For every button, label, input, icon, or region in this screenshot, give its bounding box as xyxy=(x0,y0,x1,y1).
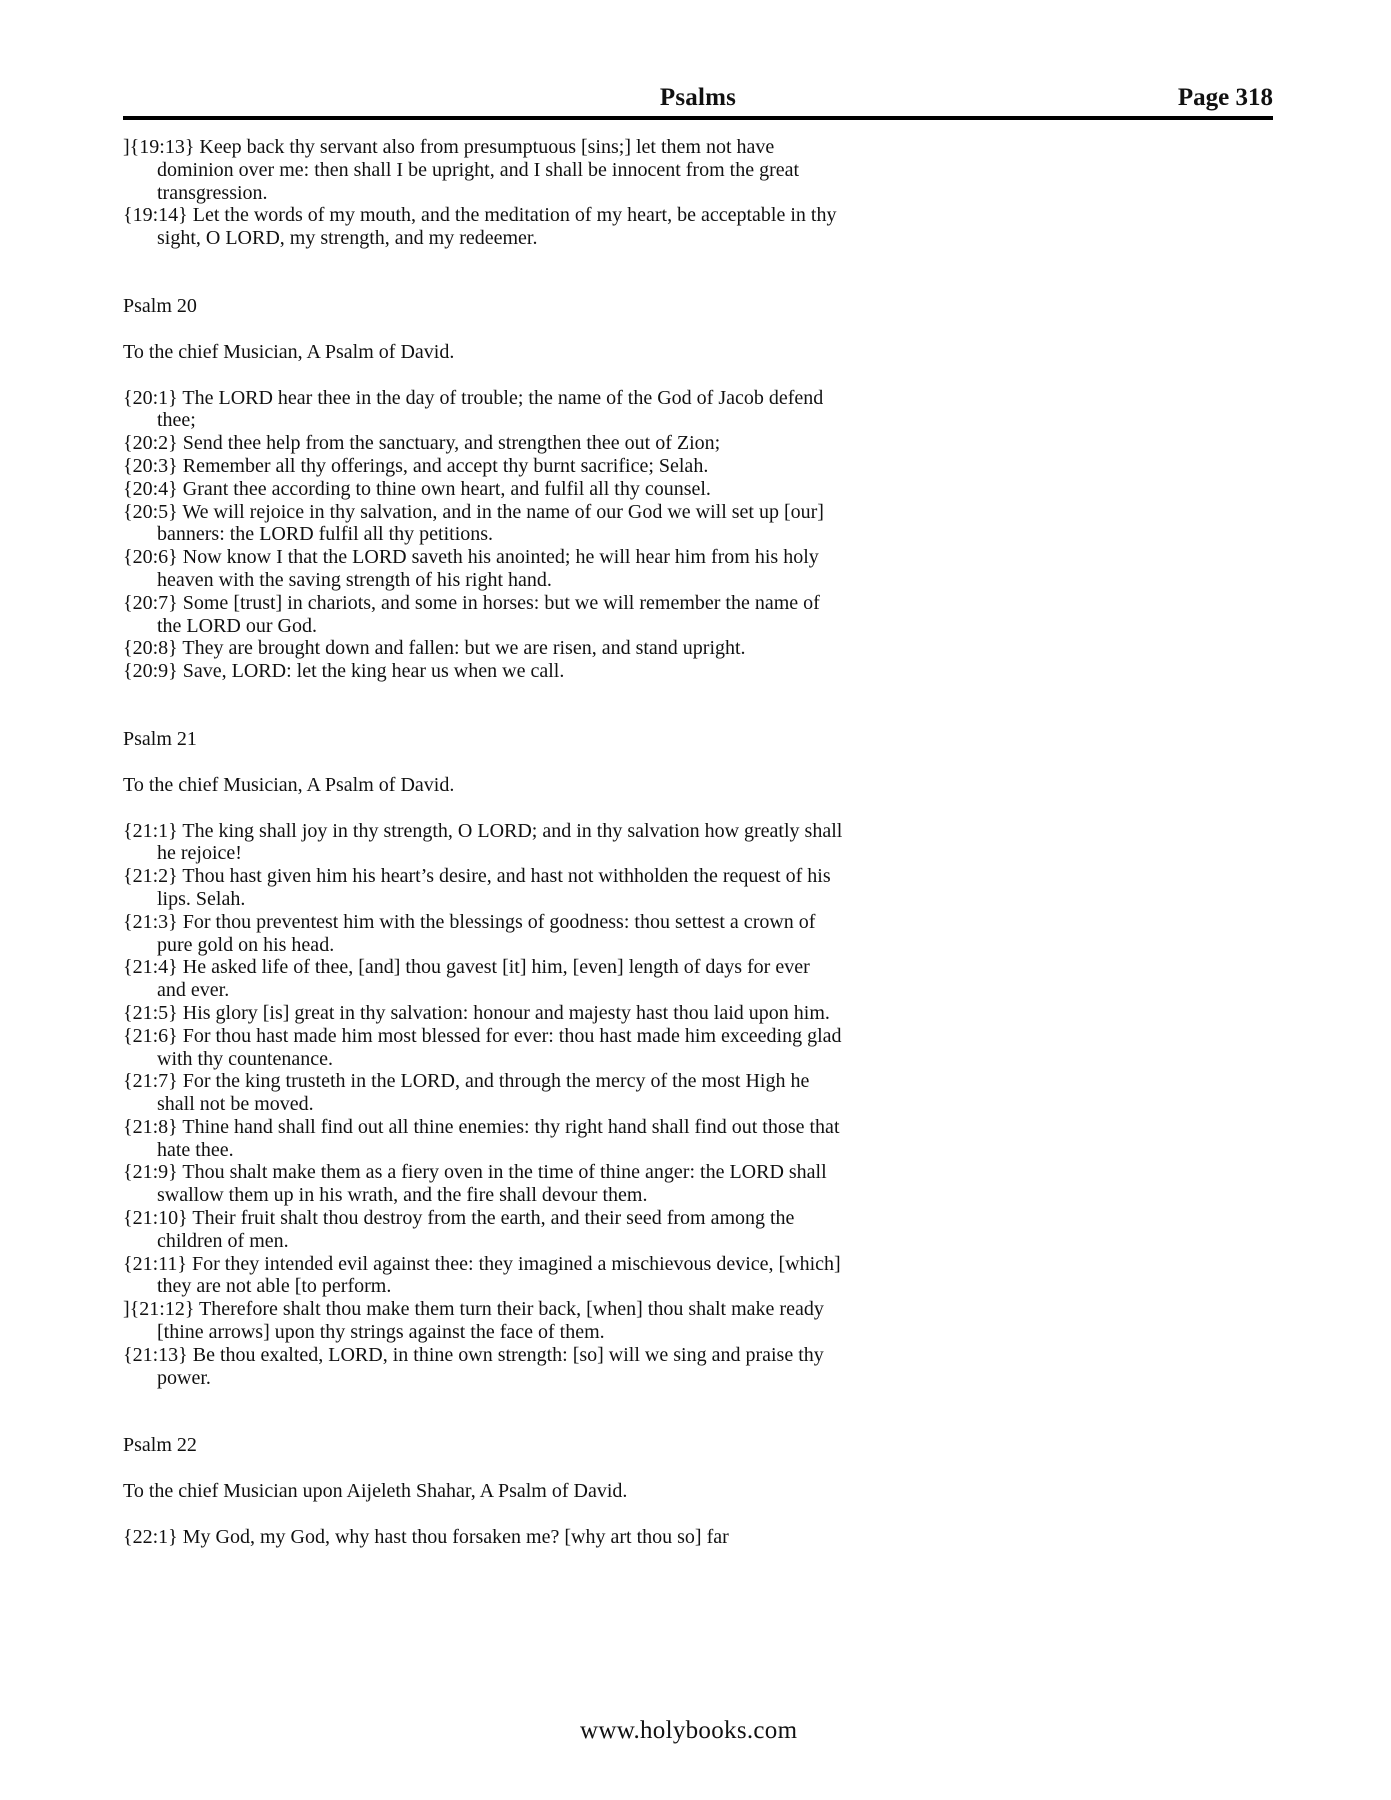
verse-19-14: {19:14} Let the words of my mouth, and the meditation of my heart, be acceptable in thy sight, O LORD, my strength, and my redeemer. xyxy=(123,204,837,250)
verse-21-4: {21:4} He asked life of thee, [and] thou gavest [it] him, [even] length of days for ever and ever. xyxy=(123,956,810,1002)
verse-21-6: {21:6} For thou hast made him most blessed for ever: thou hast made him exceeding glad with thy countenance. xyxy=(123,1024,842,1070)
verse-21-13: {21:13} Be thou exalted, LORD, in thine own strength: [so] will we sing and praise thy power. xyxy=(123,1343,824,1389)
verse-21-7: {21:7} For the king trusteth in the LORD, and through the mercy of the most High he shall not be moved. xyxy=(123,1070,810,1116)
page-header xyxy=(123,84,1273,120)
verse-21-3: {21:3} For thou preventest him with the blessings of goodness: thou settest a crown of pure gold on his head. xyxy=(123,910,816,956)
verse-20-3: {20:3} Remember all thy offerings, and accept thy burnt sacrifice; Selah. xyxy=(123,454,709,477)
verse-21-2: {21:2} Thou hast given him his heart’s desire, and hast not withholden the request of his lips. Selah. xyxy=(123,865,831,910)
verse-19-13: ]{19:13} Keep back thy servant also from presumptuous [sins;] let them not have dominion over me: then shall I be upright, and I shall be innocent from the great transgression. xyxy=(123,136,800,204)
psalm-20-superscription: To the chief Musician, A Psalm of David. xyxy=(123,340,455,363)
verse-21-12: ]{21:12} Therefore shalt thou make them turn their back, [when] thou shalt make ready [thine arrows] upon thy strings against the face of them. xyxy=(123,1298,824,1344)
verse-20-2: {20:2} Send thee help from the sanctuary, and strengthen thee out of Zion; xyxy=(123,432,721,455)
verse-20-5: {20:5} We will rejoice in thy salvation, and in the name of our God we will set up [our] banners: the LORD fulfil all thy petitions. xyxy=(123,500,824,546)
verse-20-1: {20:1} The LORD hear thee in the day of trouble; the name of the God of Jacob defend thee; xyxy=(123,386,824,432)
verse-20-6: {20:6} Now know I that the LORD saveth his anointed; he will hear him from his holy heaven with the saving strength of his right hand. xyxy=(123,546,819,591)
psalm-22-heading: Psalm 22 xyxy=(123,1434,197,1457)
footer-url[interactable]: www.holybooks.com xyxy=(580,1717,798,1744)
psalm-21-heading: Psalm 21 xyxy=(123,727,197,750)
verse-21-11: {21:11} For they intended evil against thee: they imagined a mischievous device, [which] they are not able [to perform. xyxy=(123,1252,841,1298)
psalm-20-heading: Psalm 20 xyxy=(123,294,197,317)
verse-21-1: {21:1} The king shall joy in thy strength, O LORD; and in thy salvation how greatly shall he rejoice! xyxy=(123,819,843,865)
verse-21-9: {21:9} Thou shalt make them as a fiery oven in the time of thine anger: the LORD shall swallow them up in his wrath, and the fire shall devour them. xyxy=(123,1161,827,1207)
page-content xyxy=(123,136,843,1549)
verse-21-10: {21:10} Their fruit shalt thou destroy from the earth, and their seed from among the children of men. xyxy=(123,1207,795,1252)
psalm-22-superscription: To the chief Musician upon Aijeleth Shahar, A Psalm of David. xyxy=(123,1480,628,1503)
verse-21-5: {21:5} His glory [is] great in thy salvation: honour and majesty hast thou laid upon him. xyxy=(123,1001,830,1024)
verse-20-7: {20:7} Some [trust] in chariots, and some in horses: but we will remember the name of the LORD our God. xyxy=(123,591,820,637)
verse-21-8: {21:8} Thine hand shall find out all thine enemies: thy right hand shall find out those that hate thee. xyxy=(123,1115,840,1161)
psalm-21-superscription: To the chief Musician, A Psalm of David. xyxy=(123,773,455,796)
verse-20-4: {20:4} Grant thee according to thine own heart, and fulfil all thy counsel. xyxy=(123,477,711,500)
verse-22-1: {22:1} My God, my God, why hast thou forsaken me? [why art thou so] far xyxy=(123,1526,729,1549)
verse-20-9: {20:9} Save, LORD: let the king hear us when we call. xyxy=(123,660,565,683)
verse-20-8: {20:8} They are brought down and fallen: but we are risen, and stand upright. xyxy=(123,637,746,660)
book-title: Psalms xyxy=(659,84,737,111)
page-number: Page 318 xyxy=(1177,84,1273,111)
